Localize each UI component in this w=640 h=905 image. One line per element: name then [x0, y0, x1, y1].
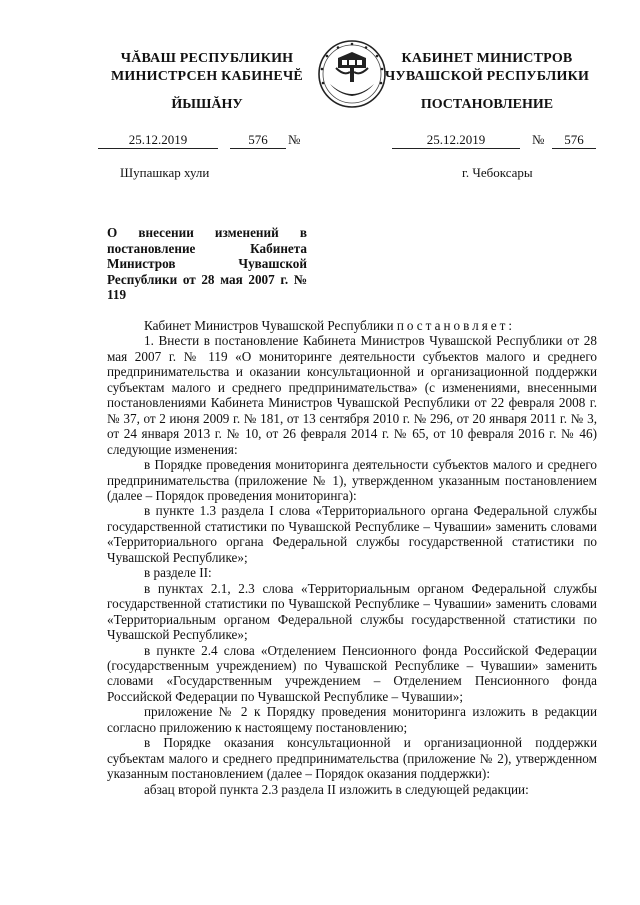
doc-type-russian: ПОСТАНОВЛЕНИЕ [420, 97, 554, 112]
issuer-russian-line1: КАБИНЕТ МИНИСТРОВ [401, 51, 573, 66]
body-paragraph: приложение № 2 к Порядку проведения мониторинга изложить в редакции согласно приложению к настоящему постановлению; [107, 704, 597, 735]
body-paragraph: в пунктах 2.1, 2.3 слова «Территориальным органом Федеральной службы государственной статистики по Чувашской Республике – Чувашии» заменить словами «Территориальным органом Федеральной службы государственной статистики по Чувашской Республике»; [107, 580, 597, 643]
body-paragraph: в пункте 2.4 слова «Отделением Пенсионного фонда Российской Федерации (государственным учреждением) по Чувашской Республике – Чувашии» заменить словами «Государственным учреждением – Отделением Пенсионного фонда Российской Федерации по Чувашской Республике – Чувашии»; [107, 642, 597, 704]
registration-line-russian [392, 132, 598, 148]
issuer-russian-line2: ЧУВАШСКОЙ РЕСПУБЛИКИ [384, 69, 590, 84]
number-chuvash: 576 [230, 132, 286, 149]
body-paragraph: абзац второй пункта 2.3 раздела II изложить в следующей редакции: [144, 781, 529, 797]
document-subject: О внесении изменений в постановление Кабинета Министров Чувашской Республики от 28 мая 2007 г. № 119 [107, 225, 307, 302]
body-paragraph: в Порядке оказания консультационной и организационной поддержки субъектам малого и среднего предпринимательства (приложение № 2), утвержденном указанным постановлением (далее – Порядок оказания поддержки): [107, 735, 597, 782]
body-paragraph: в разделе II: [144, 565, 212, 581]
issuer-russian [372, 50, 602, 86]
registration-line-chuvash [98, 132, 318, 148]
body-paragraph: в Порядке проведения мониторинга деятельности субъектов малого и среднего предпринимательства (приложение № 1), утвержденном указанным постановлением (далее – Порядок проведения мониторинга): [107, 457, 597, 503]
document-body [107, 318, 597, 797]
intro-paragraph [107, 318, 597, 333]
date-chuvash: 25.12.2019 [98, 132, 218, 149]
body-paragraph: в пункте 1.3 раздела I слова «Территориального органа Федеральной службы государственной статистики по Чувашской Республике – Чувашии» заменить словами «Территориального органа Федеральной службы государственной статистики по Чувашской Республике»; [107, 503, 597, 565]
number-russian: 576 [552, 132, 596, 149]
number-sign-russian: № [532, 132, 545, 147]
issuer-chuvash [92, 50, 322, 86]
issuer-chuvash-line1: ЧĂВАШ РЕСПУБЛИКИН [120, 51, 294, 66]
body-paragraph: 1. Внести в постановление Кабинета Министров Чувашской Республики от 28 мая 2007 г. № 119 «О мониторинге деятельности субъектов малого и среднего предпринимательства и оказании консультационной и организационной поддержки субъектам малого и среднего предпринимательства» (с изменениями, внесенными постановлениями Кабинета Министров Чувашской Республики от 22 февраля 2008 г. № 37, от 2 июня 2009 г. № 181, от 13 сентября 2010 г. № 296, от 20 января 2011 г. № 3, от 24 января 2013 г. № 10, от 26 февраля 2014 г. № 65, от 10 февраля 2016 г. № 46) следующие изменения: [107, 333, 597, 457]
date-russian: 25.12.2019 [392, 132, 520, 149]
doc-type-chuvash: ЙЫШĂНУ [171, 97, 243, 112]
place-chuvash: Шупашкар хули [120, 165, 210, 180]
intro-verb: постановляет: [396, 318, 516, 333]
issuer-chuvash-line2: МИНИСТРСЕН КАБИНЕЧĔ [111, 69, 303, 84]
intro-text: Кабинет Министров Чувашской Республики [144, 318, 397, 333]
number-sign-chuvash: № [288, 132, 301, 147]
place-russian: г. Чебоксары [462, 165, 533, 180]
